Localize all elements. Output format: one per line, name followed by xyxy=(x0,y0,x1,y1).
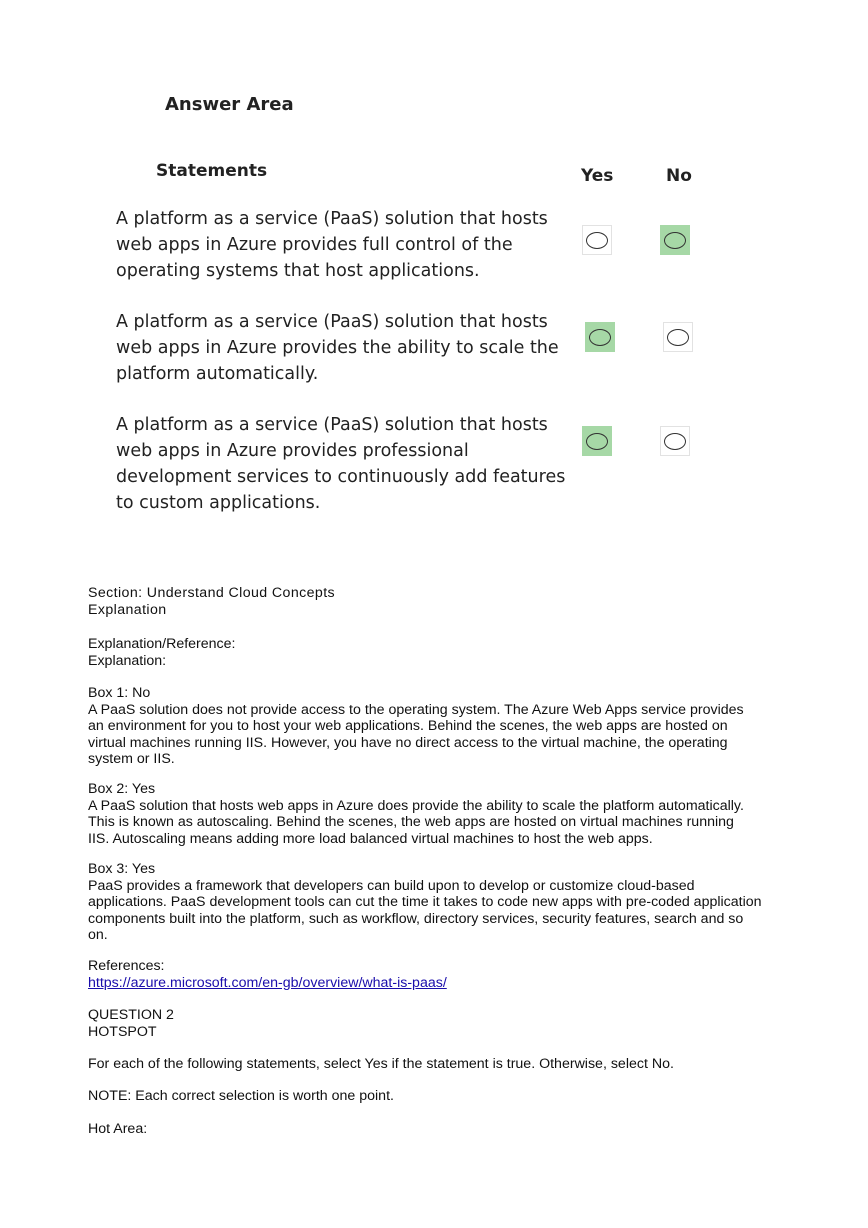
explanation-heading: Explanation xyxy=(88,602,167,618)
statement-line: to custom applications. xyxy=(116,493,321,513)
statement-line: web apps in Azure provides full control of the xyxy=(116,235,513,255)
references xyxy=(88,958,788,991)
box-1-line: A PaaS solution does not provide access to the operating system. The Azure Web Apps service provides xyxy=(88,701,744,718)
answer-area-figure xyxy=(0,0,868,560)
question-type: HOTSPOT xyxy=(88,1023,157,1040)
statement-line: operating systems that host applications. xyxy=(116,261,480,281)
note-text: NOTE: Each correct selection is worth one point. xyxy=(88,1088,394,1104)
statement-3 xyxy=(116,412,576,516)
section-label: Section: Understand Cloud Concepts xyxy=(88,585,336,601)
question-header xyxy=(88,1007,788,1040)
statement-1-no-radio[interactable] xyxy=(660,225,690,255)
box-3-line: components built into the platform, such as workflow, directory services, security features, search and so xyxy=(88,910,744,927)
statement-line: A platform as a service (PaaS) solution that hosts xyxy=(116,415,548,435)
statement-line: A platform as a service (PaaS) solution that hosts xyxy=(116,312,548,332)
statement-2 xyxy=(116,309,576,387)
statement-line: web apps in Azure provides professional xyxy=(116,441,469,461)
yes-header: Yes xyxy=(581,166,614,186)
statement-2-yes-radio[interactable] xyxy=(585,322,615,352)
question-number: QUESTION 2 xyxy=(88,1007,174,1023)
statement-line: platform automatically. xyxy=(116,364,319,384)
statement-1-yes-radio[interactable] xyxy=(582,225,612,255)
box-2-line: This is known as autoscaling. Behind the scenes, the web apps are hosted on virtual machines running xyxy=(88,814,734,830)
statement-3-yes-radio[interactable] xyxy=(582,426,612,456)
box-3 xyxy=(88,861,788,944)
statement-3-no-radio[interactable] xyxy=(660,426,690,456)
statement-line: web apps in Azure provides the ability to scale the xyxy=(116,338,559,358)
radio-circle-icon xyxy=(589,329,611,346)
statement-1 xyxy=(116,206,576,284)
no-header: No xyxy=(666,166,692,186)
explanation-label: Explanation: xyxy=(88,653,167,669)
statements-header: Statements xyxy=(156,161,268,181)
explanation-reference: Explanation/Reference: xyxy=(88,636,236,652)
radio-circle-icon xyxy=(664,232,686,249)
box-1-line: an environment for you to host your web applications. Behind the scenes, the web apps are hosted on xyxy=(88,718,728,734)
radio-circle-icon xyxy=(664,433,686,450)
statement-line: development services to continuously add features xyxy=(116,467,566,487)
statement-2-no-radio[interactable] xyxy=(663,322,693,352)
radio-circle-icon xyxy=(667,329,689,346)
answer-area-title: Answer Area xyxy=(165,94,294,115)
hot-area-label: Hot Area: xyxy=(88,1121,148,1137)
instruction-text: For each of the following statements, select Yes if the statement is true. Otherwise, select No. xyxy=(88,1056,674,1072)
box-2-title: Box 2: Yes xyxy=(88,781,156,797)
radio-circle-icon xyxy=(586,232,608,249)
box-3-line: PaaS provides a framework that developers can build upon to develop or customize cloud-based xyxy=(88,877,695,894)
box-2-line: A PaaS solution that hosts web apps in Azure does provide the ability to scale the platform automatically. xyxy=(88,797,744,814)
box-1-line: virtual machines running IIS. However, you have no direct access to the virtual machine, the operating xyxy=(88,734,728,751)
radio-circle-icon xyxy=(586,433,608,450)
box-2-line: IIS. Autoscaling means adding more load balanced virtual machines to host the web apps. xyxy=(88,830,653,847)
box-1-line: system or IIS. xyxy=(88,751,175,767)
reference-link[interactable]: https://azure.microsoft.com/en-gb/overview/what-is-paas/ xyxy=(88,974,447,991)
references-label: References: xyxy=(88,958,165,974)
box-1 xyxy=(88,685,788,768)
box-2 xyxy=(88,781,788,847)
box-3-title: Box 3: Yes xyxy=(88,861,156,877)
box-3-line: on. xyxy=(88,927,108,943)
box-3-line: applications. PaaS development tools can cut the time it takes to code new apps with pre-coded application xyxy=(88,894,762,910)
statement-line: A platform as a service (PaaS) solution that hosts xyxy=(116,209,548,229)
box-1-title: Box 1: No xyxy=(88,685,151,701)
